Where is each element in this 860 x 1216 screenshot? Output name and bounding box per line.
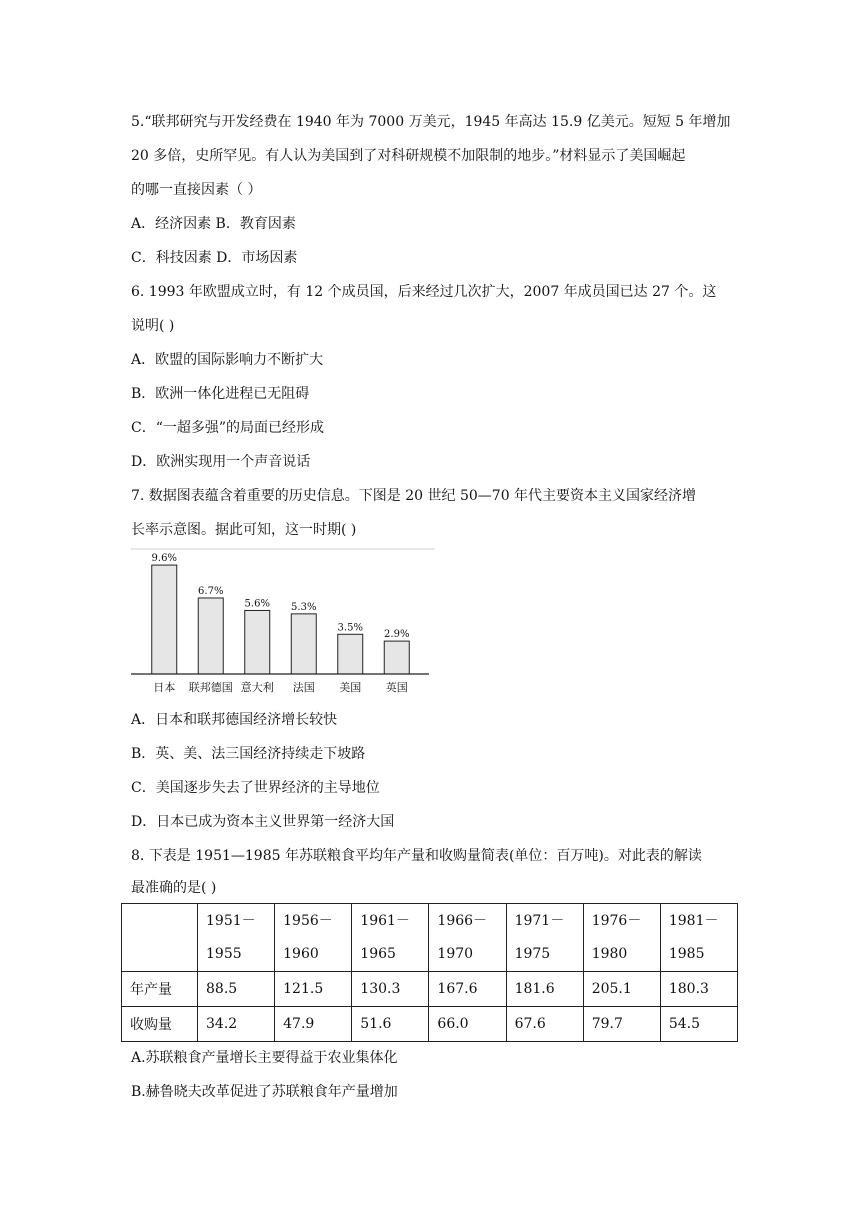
grain-table (121, 903, 738, 1042)
period-start: 1976－ (591, 912, 642, 929)
row-label: 收购量 (122, 1007, 198, 1042)
table-cell: 205.1 (583, 972, 660, 1007)
chart-bar-1 (198, 598, 223, 674)
question-5-options-cd: C．科技因素 D．市场因素 (131, 250, 298, 266)
table-cell: 79.7 (583, 1007, 660, 1042)
question-6-option-c: C．“一超多强”的局面已经形成 (131, 420, 325, 436)
period-start: 1971－ (514, 912, 565, 929)
period-cell (198, 904, 275, 972)
chart-bar-5 (384, 641, 409, 674)
period-end: 1955 (206, 945, 242, 962)
chart-bar-0 (152, 565, 177, 674)
growth-rate-chart-svg (131, 548, 435, 700)
period-end: 1975 (514, 945, 551, 962)
grain-table-row-procurement (122, 1007, 738, 1042)
question-8-option-b: B.赫鲁晓夫改革促进了苏联粮食年产量增加 (131, 1084, 398, 1100)
chart-value-label-1: 6.7% (198, 585, 224, 597)
chart-category-label-5: 英国 (385, 681, 408, 694)
table-cell: 180.3 (660, 972, 737, 1007)
period-cell (506, 904, 583, 972)
chart-category-label-4: 美国 (339, 681, 362, 694)
question-7-option-d: D．日本已成为资本主义世界第一经济大国 (131, 814, 395, 830)
question-7-stem-line-1: 7. 数据图表蕴含着重要的历史信息。下图是 20 世纪 50—70 年代主要资本主义国家经济增 (131, 488, 697, 504)
period-start: 1956－ (283, 912, 333, 929)
chart-category-label-1: 联邦德国 (188, 681, 233, 694)
chart-category-label-2: 意大利 (240, 681, 274, 694)
table-cell: 51.6 (352, 1007, 429, 1042)
period-start: 1966－ (437, 912, 488, 929)
table-cell: 54.5 (660, 1007, 737, 1042)
table-cell: 181.6 (506, 972, 583, 1007)
question-7-option-a: A．日本和联邦德国经济增长较快 (131, 712, 338, 728)
chart-bar-4 (338, 634, 363, 674)
table-cell: 47.9 (275, 1007, 352, 1042)
chart-category-label-0: 日本 (153, 681, 176, 694)
period-start: 1951－ (206, 912, 256, 929)
chart-value-label-2: 5.6% (244, 598, 270, 610)
question-5-options-ab: A．经济因素 B．教育因素 (131, 216, 296, 232)
table-cell: 167.6 (429, 972, 506, 1007)
chart-category-label-3: 法国 (292, 681, 315, 694)
table-cell: 121.5 (275, 972, 352, 1007)
period-cell (429, 904, 506, 972)
chart-value-label-4: 3.5% (337, 622, 363, 634)
period-start: 1981－ (668, 912, 719, 929)
period-end: 1965 (360, 945, 396, 962)
table-cell: 130.3 (352, 972, 429, 1007)
row-label: 年产量 (122, 972, 198, 1007)
period-cell (660, 904, 737, 972)
question-5-stem-line-3: 的哪一直接因素（ ） (131, 182, 262, 198)
chart-value-label-0: 9.6% (151, 553, 177, 565)
table-cell: 66.0 (429, 1007, 506, 1042)
question-6-option-a: A．欧盟的国际影响力不断扩大 (131, 352, 324, 368)
period-end: 1980 (591, 945, 628, 962)
period-cell (275, 904, 352, 972)
question-5-stem-line-2: 20 多倍，史所罕见。有人认为美国到了对科研规模不加限制的地步。”材料显示了美国崛起 (131, 148, 686, 164)
period-end: 1960 (283, 945, 319, 962)
question-8-stem-line-1: 8. 下表是 1951—1985 年苏联粮食平均年产量和收购量简表(单位：百万吨)。对此表的解读 (131, 848, 702, 864)
grain-table-row-output (122, 972, 738, 1007)
table-cell: 88.5 (198, 972, 275, 1007)
question-8-option-a: A.苏联粮食产量增长主要得益于农业集体化 (131, 1050, 398, 1066)
chart-value-label-5: 2.9% (384, 629, 410, 641)
period-cell (352, 904, 429, 972)
period-end: 1985 (668, 945, 705, 962)
table-cell: 34.2 (198, 1007, 275, 1042)
question-6-stem-line-1: 6. 1993 年欧盟成立时，有 12 个成员国，后来经过几次扩大，2007 年成员国已达 27 个。这 (131, 284, 717, 300)
question-7-option-c: C．美国逐步失去了世界经济的主导地位 (131, 780, 380, 796)
period-start: 1961－ (360, 912, 410, 929)
question-6-option-d: D．欧洲实现用一个声音说话 (131, 454, 311, 470)
grain-table-header-row (122, 904, 738, 972)
chart-bar-3 (291, 614, 316, 674)
question-7-stem-line-2: 长率示意图。据此可知，这一时期( ) (131, 522, 357, 538)
grain-table-corner-cell (122, 904, 198, 972)
question-6-option-b: B．欧洲一体化进程已无阻碍 (131, 386, 310, 402)
period-end: 1970 (437, 945, 474, 962)
chart-value-label-3: 5.3% (291, 601, 317, 613)
table-cell: 67.6 (506, 1007, 583, 1042)
question-7-option-b: B．英、美、法三国经济持续走下坡路 (131, 746, 366, 762)
question-8-stem-line-2: 最准确的是( ) (131, 880, 217, 896)
period-cell (583, 904, 660, 972)
growth-rate-chart (131, 548, 435, 700)
question-6-stem-line-2: 说明( ) (131, 318, 175, 334)
chart-bar-2 (245, 610, 270, 674)
question-5-stem-line-1: 5.“联邦研究与开发经费在 1940 年为 7000 万美元，1945 年高达 15.9 亿美元。短短 5 年增加 (131, 114, 731, 130)
